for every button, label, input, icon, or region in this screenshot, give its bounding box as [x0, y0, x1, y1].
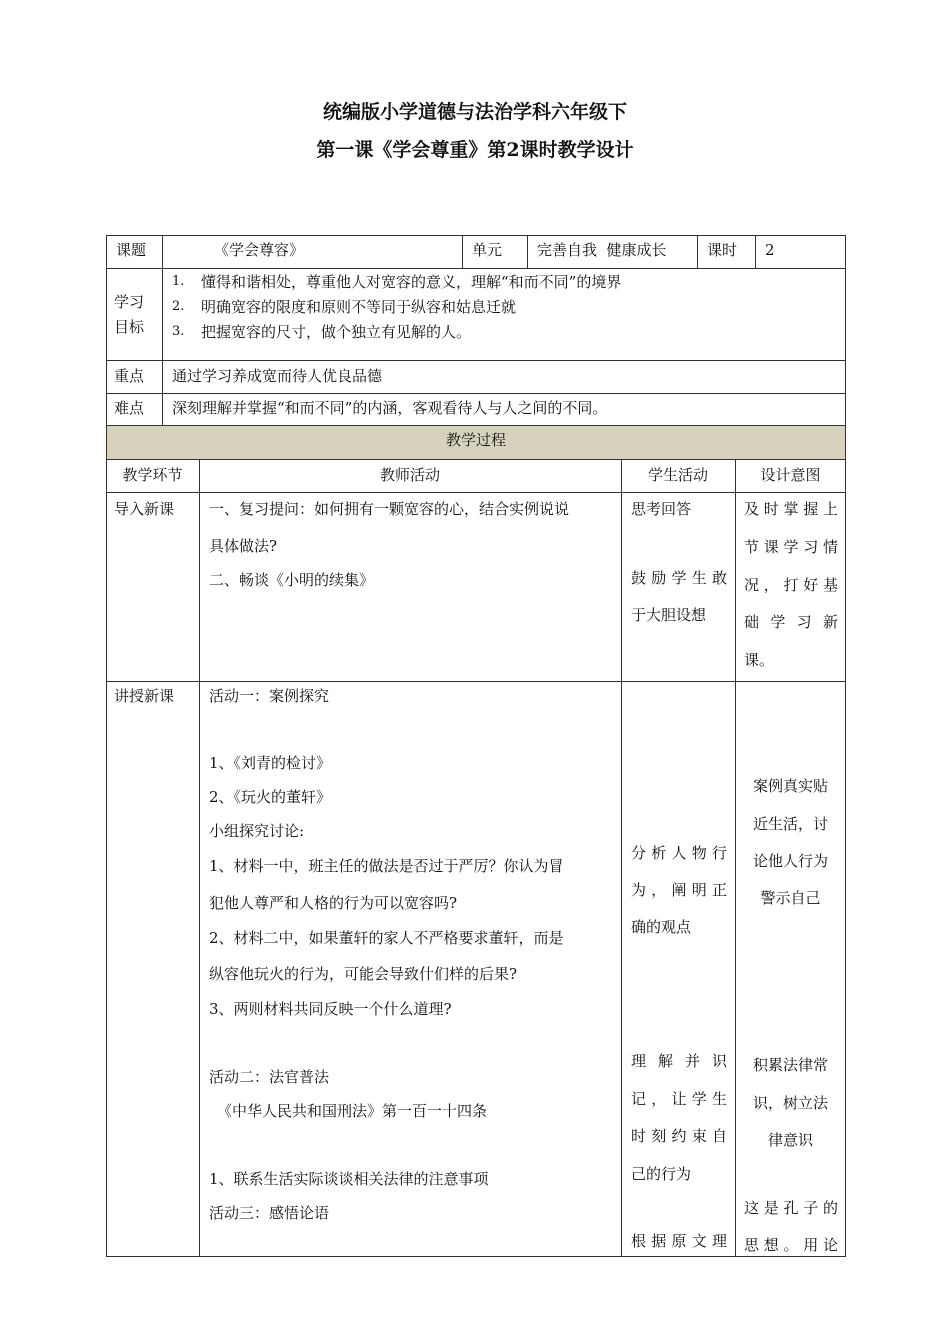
row2-intent-line: 律意识 [767, 1131, 813, 1149]
doc-title-line1: 统编版小学道德与法治学科六年级下 [322, 101, 627, 123]
row1-teacher-line: 一、复习提问：如何拥有一颗宽容的心，结合实例说说 [209, 500, 570, 518]
law-question: 1、联系生活实际谈谈相关法律的注意事项 [209, 1170, 489, 1188]
goals-label-2: 目标 [114, 318, 145, 336]
activity-2-title: 活动二：法官普法 [209, 1068, 330, 1086]
col-intent-header: 设计意图 [760, 466, 821, 484]
case-1: 1、《刘青的检讨》 [209, 754, 332, 772]
row2-student-line: 理解并识 [631, 1052, 727, 1070]
row1-student-line: 思考回答 [631, 500, 692, 518]
topic-label: 课题 [116, 241, 147, 259]
topic-value: 《学会尊容》 [214, 241, 305, 259]
unit-value: 完善自我 健康成长 [537, 241, 667, 259]
goals-label-1: 学习 [114, 293, 145, 311]
row1-teacher-line: 二、畅谈《小明的续集》 [209, 571, 375, 589]
row2-intent-line: 识，树立法 [752, 1094, 828, 1112]
row2-stage: 讲授新课 [114, 687, 175, 705]
goal-text: 懂得和谐相处，尊重他人对宽容的意义，理解“和而不同”的境界 [201, 273, 622, 291]
row2-student-line: 确的观点 [631, 918, 692, 936]
row1-intent-line: 况，打好基 [744, 576, 838, 594]
row1-teacher-line: 具体做法? [209, 537, 278, 555]
row2-student-line: 己的行为 [631, 1165, 692, 1183]
row1-intent-line: 础学习新 [744, 613, 838, 631]
row2-student-line: 根据原文理 [631, 1232, 727, 1250]
difficulty-label: 难点 [114, 399, 145, 417]
col-teacher-header: 教师活动 [379, 466, 440, 484]
row1-stage: 导入新课 [114, 500, 175, 518]
row1-student-line: 鼓励学生敢 [631, 569, 727, 587]
row2-intent-line: 近生活，讨 [752, 815, 828, 833]
row2-intent-line: 思想。用论 [744, 1236, 838, 1254]
key-label: 重点 [114, 367, 145, 385]
row1-intent-line: 节课学习情 [744, 538, 838, 556]
activity-3-title: 活动三：感悟论语 [209, 1204, 330, 1222]
unit-label: 单元 [472, 241, 503, 259]
question-3: 3、两则材料共同反映一个什么道理? [209, 1000, 452, 1018]
law-reference: 《中华人民共和国刑法》第一百一十四条 [217, 1102, 488, 1120]
col-stage-header: 教学环节 [122, 466, 183, 484]
row1-intent-line: 及时掌握上 [744, 500, 838, 518]
group-discussion: 小组探究讨论: [209, 822, 305, 840]
question-1: 1、材料一中，班主任的做法是否过于严厉？你认为冒 [209, 857, 564, 875]
goal-num: 2. [172, 299, 185, 314]
question-2-cont: 纵容他玩火的行为，可能会导致什们样的后果? [209, 965, 518, 983]
row2-intent-line: 警示自己 [760, 889, 821, 907]
row2-intent-line: 论他人行为 [752, 852, 828, 870]
goal-text: 把握宽容的尺寸，做个独立有见解的人。 [201, 323, 472, 341]
row2-intent-line: 案例真实贴 [752, 777, 828, 795]
question-1-cont: 犯他人尊严和人格的行为可以宽容吗? [209, 894, 458, 912]
period-value: 2 [765, 241, 775, 259]
row2-student-line: 时刻约束自 [631, 1127, 727, 1145]
row2-student-line: 记，让学生 [631, 1090, 727, 1108]
question-2: 2、材料二中，如果董轩的家人不严格要求董轩，而是 [209, 929, 564, 947]
col-student-header: 学生活动 [647, 466, 708, 484]
case-2: 2、《玩火的董轩》 [209, 788, 332, 806]
goal-num: 3. [172, 324, 185, 339]
row2-student-line: 为，阐明正 [631, 881, 727, 899]
key-value: 通过学习养成宽而待人优良品德 [172, 367, 383, 385]
goal-num: 1. [172, 274, 185, 289]
row2-intent-line: 这是孔子的 [744, 1199, 838, 1217]
goal-text: 明确宽容的限度和原则不等同于纵容和姑息迁就 [201, 298, 517, 316]
row2-student-line: 分析人物行 [631, 844, 727, 862]
difficulty-value: 深刻理解并掌握“和而不同”的内涵，客观看待人与人之间的不同。 [172, 399, 608, 417]
row2-intent-line: 积累法律常 [752, 1056, 828, 1074]
activity-1-title: 活动一：案例探究 [209, 687, 330, 705]
process-header: 教学过程 [445, 431, 506, 449]
row1-student-line: 于大胆设想 [631, 606, 707, 624]
period-label: 课时 [707, 241, 738, 259]
doc-title-line2: 第一课《学会尊重》第2课时教学设计 [316, 139, 634, 161]
row1-intent-line: 课。 [744, 651, 775, 669]
